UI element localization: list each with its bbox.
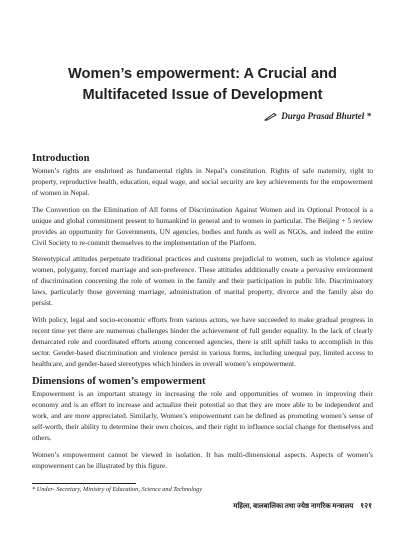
section-heading-introduction: Introduction [32, 153, 90, 164]
paragraph: Stereotypical attitudes perpetuate traditional practices and customs prejudicial to women, such as violence against women, polygamy, forced marriage and son-preference. These attitudes additionally create a pervasive environment of discrimination concerning the role of women in the family and their participation in public life. Discriminatory laws, particularly those governing marriage, administration of marital property, divorce and the family also do persist. [32, 255, 373, 308]
author-name: Durga Prasad Bhurtel * [281, 111, 371, 121]
article-title: Women’s empowerment: A Crucial and Multifaceted Issue of Development [68, 66, 337, 103]
journal-name: महिला, बालबालिका तथा ज्येष्ठ नागरिक मन्त्रालय [233, 501, 354, 510]
paragraph: Empowerment is an important strategy in increasing the role and opportunities of women in improving their economy and is an effort to increase and actualize their potential so that they are more able to be independent and work, and are more appreciated. Similarly, Women’s empowerment can be defined as promoting women’s sense of self-worth, their ability to determine their own choices, and their right to influence social change for themselves and others. [32, 390, 373, 443]
paragraph: Women’s empowerment cannot be viewed in isolation. It has multi-dimensional aspects. Aspects of women’s empowerment can be illustrated by this figure. [32, 450, 373, 470]
page-number: १२१ [360, 501, 372, 510]
paragraph: Women’s rights are enshrined as fundamental rights in Nepal’s constitution. Rights of safe maternity, right to property, reproductive health, education, equal wage, and social security are key achievements for the empowerment of women in Nepal. [32, 167, 373, 197]
page-footer [233, 501, 372, 511]
paragraph: The Convention on the Elimination of All forms of Discrimination Against Women and its Optional Protocol is a unique and global commitment present to humankind in general and to women in particular. The Beijing + 5 review provides an opportunity for Governments, UN agencies, bodies and funds as well as NGOs, and indeed the entire Civil Society to re-commit themselves to the implementation of the Platform. [32, 205, 373, 247]
author-line [264, 111, 371, 121]
section-heading-dimensions: Dimensions of women’s empowerment [32, 376, 206, 388]
article-body [32, 152, 373, 478]
paragraph: With policy, legal and socio-economic efforts from various actors, we have succeeded to make gradual progress in recent time yet there are numerous challenges hinder the achievement of full gender equality. In the lack of clearly demarcated role and coordinated efforts among concerned agencies, there is still uphill tasks to accomplish in this sector. Gender-based discrimination and violence persist in various forms, including unequal pay, limited access to healthcare, and gender-based stereotypes which hinders in overall women’s empowerment. [32, 315, 373, 368]
footnote: * Under- Secretary, Ministry of Education, Science and Technology [32, 486, 203, 493]
pen-icon [264, 112, 277, 121]
footnote-divider [32, 483, 136, 484]
